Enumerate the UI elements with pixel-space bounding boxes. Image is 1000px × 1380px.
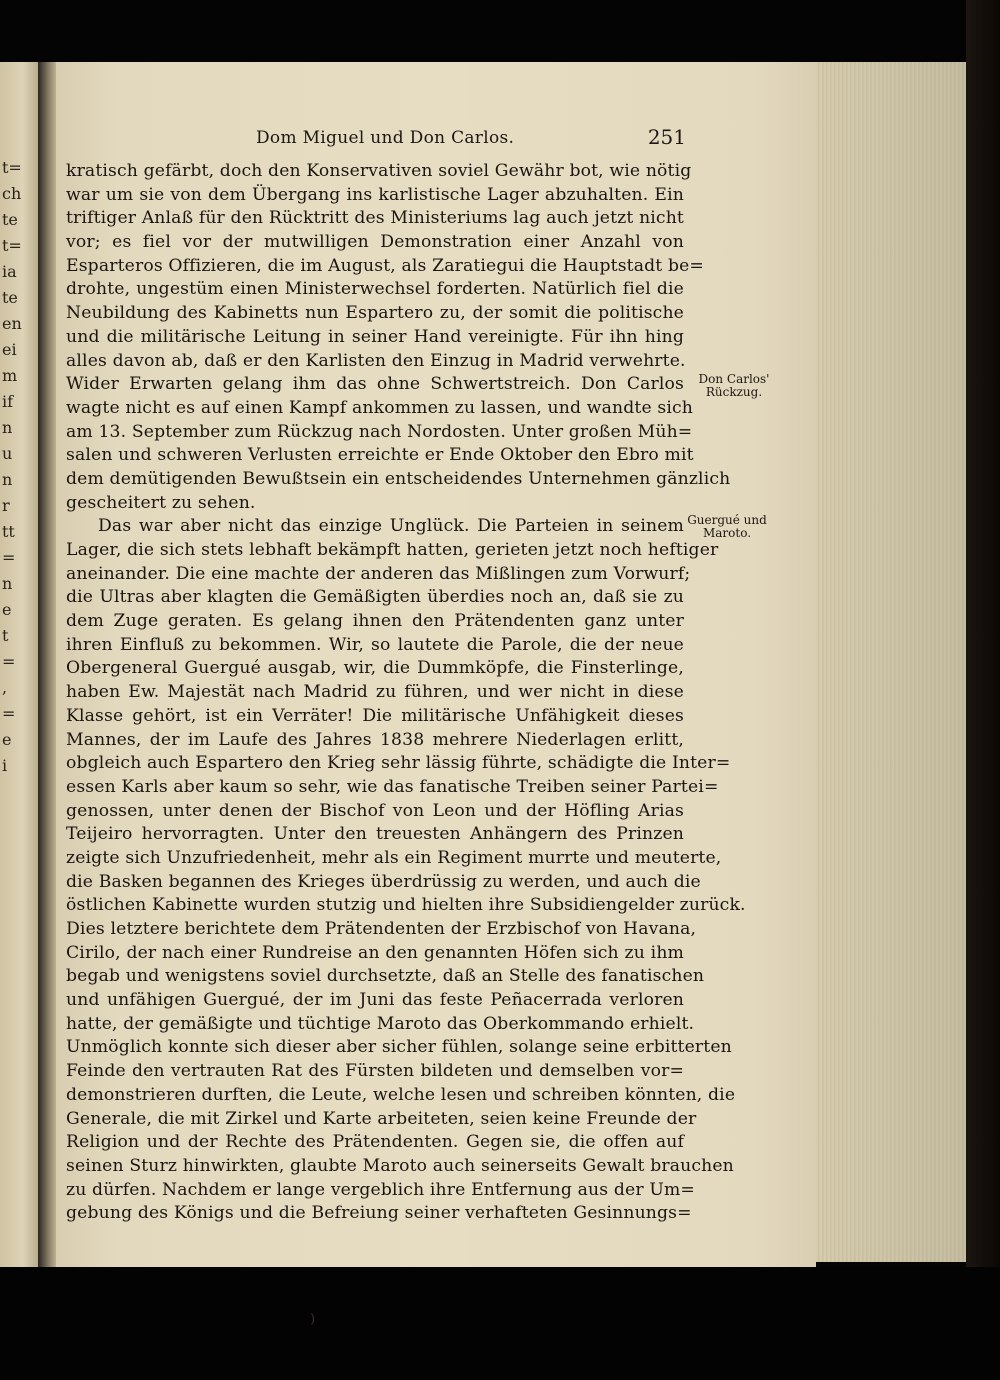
margin-note-rueckzug bbox=[691, 373, 777, 399]
text-line: hatte, der gemäßigte und tüchtige Maroto das Oberkommando erhielt. bbox=[66, 1013, 695, 1034]
background-bottom bbox=[0, 1267, 1000, 1380]
previous-page-fragment: n bbox=[2, 418, 13, 437]
previous-page-fragment: e bbox=[2, 730, 12, 749]
previous-page-fragment: e bbox=[2, 600, 12, 619]
text-line: salen und schweren Verlusten erreichte er Ende Oktober den Ebro mit bbox=[66, 445, 694, 466]
text-line: und unfähigen Guergué, der im Juni das feste Peñacerrada verloren bbox=[66, 990, 684, 1011]
text-line: Lager, die sich stets lebhaft bekämpft hatten, gerieten jetzt noch heftiger bbox=[66, 540, 719, 560]
previous-page-fragment: = bbox=[2, 548, 16, 567]
previous-page-fragment: t bbox=[2, 626, 9, 645]
text-line: Das war aber nicht das einzige Unglück. Die Parteien in seinem bbox=[98, 516, 684, 537]
text-line: dem Zuge geraten. Es gelang ihnen den Prätendenten ganz unter bbox=[66, 611, 684, 632]
margin-note-line: Maroto. bbox=[702, 526, 752, 540]
text-line: Klasse gehört, ist ein Verräter! Die militärische Unfähigkeit dieses bbox=[66, 705, 684, 726]
text-line: Obergeneral Guergué ausgab, wir, die Dummköpfe, die Finsterlinge, bbox=[66, 658, 684, 679]
text-line: haben Ew. Majestät nach Madrid zu führen, und wer nicht in diese bbox=[66, 682, 684, 703]
text-line: Cirilo, der nach einer Rundreise an den genannten Höfen sich zu ihm bbox=[66, 942, 684, 963]
text-line: genossen, unter denen der Bischof von Leon und der Höfling Arias bbox=[66, 800, 684, 821]
text-line: die Basken begannen des Krieges überdrüssig zu werden, und auch die bbox=[66, 871, 701, 892]
previous-page-fragment: m bbox=[2, 366, 18, 385]
text-line: kratisch gefärbt, doch den Konservativen soviel Gewähr bot, wie nötig bbox=[66, 161, 692, 181]
text-line: die Ultras aber klagten die Gemäßigten überdies noch an, daß sie zu bbox=[66, 587, 684, 608]
previous-page-sliver bbox=[0, 62, 40, 1267]
text-line: begab und wenigstens soviel durchsetzte, daß an Stelle des fanatischen bbox=[66, 966, 705, 987]
text-line: Feinde den vertrauten Rat des Fürsten bildeten und demselben vor= bbox=[66, 1061, 684, 1082]
text-line: Teijeiro hervorragten. Unter den treuesten Anhängern des Prinzen bbox=[66, 824, 684, 845]
text-line: zeigte sich Unzufriedenheit, mehr als ein Regiment murrte und meuterte, bbox=[66, 847, 722, 868]
previous-page-fragment: t= bbox=[2, 236, 22, 255]
text-line: Wider Erwarten gelang ihm das ohne Schwertstreich. Don Carlos bbox=[66, 374, 684, 395]
text-line: gebung des Königs und die Befreiung seiner verhafteten Gesinnungs= bbox=[66, 1203, 692, 1224]
previous-page-fragment: = bbox=[2, 652, 16, 671]
previous-page-fragment: , bbox=[2, 678, 8, 697]
text-line: Mannes, der im Laufe des Jahres 1838 mehrere Niederlagen erlitt, bbox=[66, 729, 684, 750]
page-fore-edge-shade bbox=[816, 62, 966, 1262]
previous-page-fragment: tt bbox=[2, 522, 15, 541]
background-right bbox=[966, 0, 1000, 1380]
text-line: demonstrieren durften, die Leute, welche lesen und schreiben könnten, die bbox=[66, 1084, 736, 1105]
previous-page-fragment: t= bbox=[2, 158, 22, 177]
margin-note-line: Don Carlos' bbox=[698, 372, 770, 386]
text-line: am 13. September zum Rückzug nach Nordosten. Unter großen Müh= bbox=[66, 421, 693, 442]
text-line: essen Karls aber kaum so sehr, wie das fanatische Treiben seiner Partei= bbox=[66, 776, 719, 797]
book-gutter bbox=[38, 62, 58, 1267]
text-line: dem demütigenden Bewußtsein ein entscheidendes Unternehmen gänzlich bbox=[66, 468, 731, 489]
page-number: 251 bbox=[647, 125, 686, 149]
text-line: Unmöglich konnte sich dieser aber sicher fühlen, solange seine erbitterten bbox=[66, 1037, 732, 1058]
previous-page-fragment: ia bbox=[2, 262, 17, 281]
margin-note-line: Guergué und bbox=[687, 513, 767, 527]
text-line: ihren Einfluß zu bekommen. Wir, so lautete die Parole, die der neue bbox=[66, 634, 684, 655]
margin-note-line: Rückzug. bbox=[705, 385, 763, 399]
text-line: vor; es fiel vor der mutwilligen Demonstration einer Anzahl von bbox=[66, 232, 684, 253]
text-line: und die militärische Leitung in seiner Hand vereinigte. Für ihn hing bbox=[66, 326, 684, 347]
previous-page-fragment: en bbox=[2, 314, 22, 333]
text-line: triftiger Anlaß für den Rücktritt des Ministeriums lag auch jetzt nicht bbox=[66, 208, 684, 229]
previous-page-fragment: n bbox=[2, 574, 13, 593]
text-line: obgleich auch Espartero den Krieg sehr lässig führte, schädigte die Inter= bbox=[66, 753, 731, 774]
text-line: seinen Sturz hinwirkten, glaubte Maroto auch seinerseits Gewalt brauchen bbox=[66, 1155, 734, 1176]
text-line: war um sie von dem Übergang ins karlistische Lager abzuhalten. Ein bbox=[66, 184, 684, 205]
text-line: aneinander. Die eine machte der anderen das Mißlingen zum Vorwurf; bbox=[66, 563, 691, 584]
text-line: östlichen Kabinette wurden stutzig und hielten ihre Subsidiengelder zurück. bbox=[66, 895, 746, 916]
previous-page-fragment: te bbox=[2, 288, 18, 307]
text-line: zu dürfen. Nachdem er lange vergeblich ihre Entfernung aus der Um= bbox=[66, 1179, 695, 1200]
text-line: Generale, die mit Zirkel und Karte arbeiteten, seien keine Freunde der bbox=[66, 1108, 697, 1129]
text-line: Dies letztere berichtete dem Prätendenten der Erzbischof von Havana, bbox=[66, 919, 697, 939]
previous-page-fragment: r bbox=[2, 496, 10, 515]
previous-page-fragment: i bbox=[2, 756, 8, 775]
text-line: alles davon ab, daß er den Karlisten den Einzug in Madrid verwehrte. bbox=[66, 350, 686, 371]
page-footer-mark: ) bbox=[310, 1312, 316, 1327]
previous-page-fragment: u bbox=[2, 444, 13, 463]
page-header bbox=[256, 125, 686, 152]
previous-page-fragment: n bbox=[2, 470, 13, 489]
previous-page-fragment: te bbox=[2, 210, 18, 229]
previous-page-fragment: ch bbox=[2, 184, 22, 203]
text-line: Esparteros Offizieren, die im August, als Zaratiegui die Hauptstadt be= bbox=[66, 255, 704, 276]
text-line: gescheitert zu sehen. bbox=[66, 492, 256, 513]
running-title: Dom Miguel und Don Carlos. bbox=[256, 128, 515, 148]
previous-page-fragment: = bbox=[2, 704, 16, 723]
text-line: Neubildung des Kabinetts nun Espartero zu, der somit die politische bbox=[66, 303, 684, 324]
previous-page-fragment: if bbox=[2, 392, 14, 411]
text-line: wagte nicht es auf einen Kampf ankommen zu lassen, und wandte sich bbox=[66, 397, 693, 418]
margin-note-guergue-maroto bbox=[684, 514, 770, 540]
background-top bbox=[0, 0, 1000, 62]
previous-page-fragment: ei bbox=[2, 340, 17, 359]
text-line: drohte, ungestüm einen Ministerwechsel forderten. Natürlich fiel die bbox=[66, 279, 684, 300]
text-line: Religion und der Rechte des Prätendenten. Gegen sie, die offen auf bbox=[66, 1132, 684, 1153]
